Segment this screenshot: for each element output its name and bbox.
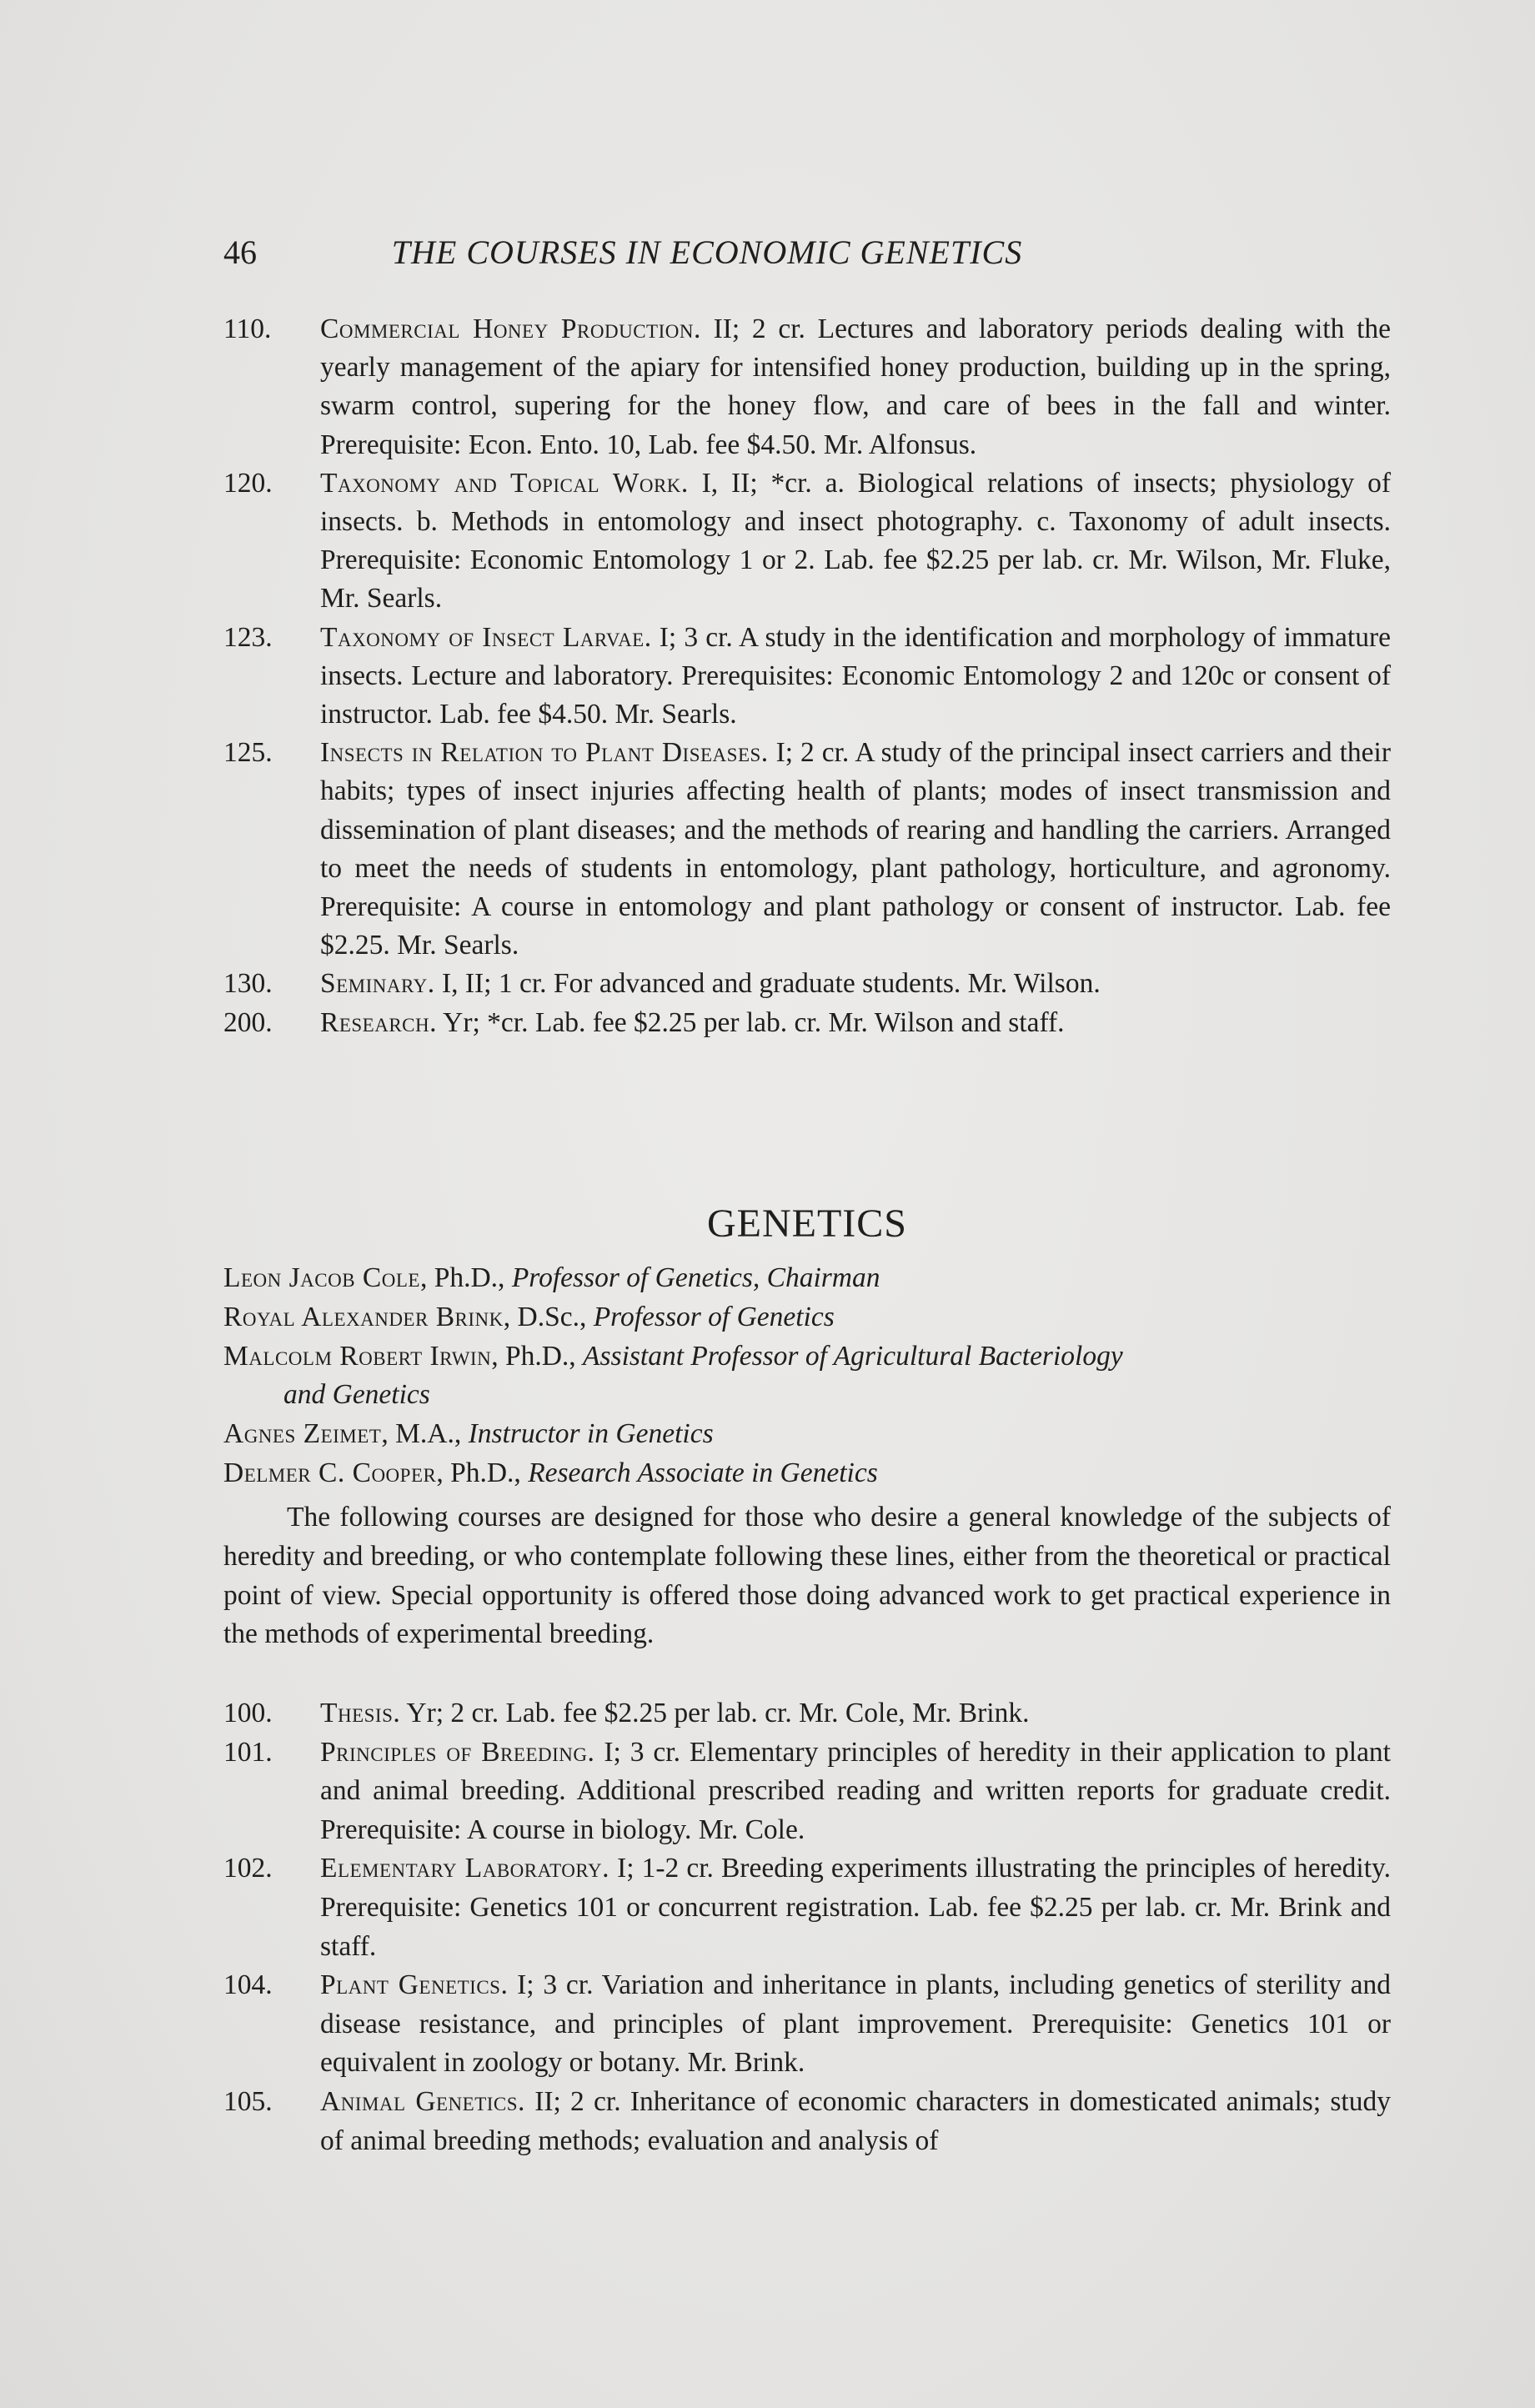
course-description: I; 1-2 cr. Breeding experiments illustrating the principles of heredity. Prerequisite: Genetics 101 or concurrent registration. Lab. fee $2.25 per lab. cr. Mr. Brink and staff. (320, 1853, 1391, 1962)
course-number: 125. (223, 737, 273, 769)
course-description: I, II; *cr. a. Biological relations of insects; physiology of insects. b. Methods in entomology and insect photography. c. Taxonomy of adult insects. Prerequisite: Economic Entomology 1 or 2. Lab. fee $2.25 per lab. cr. Mr. Wilson, Mr. Fluke, Mr. Searls. (320, 467, 1391, 615)
faculty-member (223, 1337, 1391, 1416)
faculty-name: Royal Alexander Brink (223, 1301, 504, 1332)
faculty-degree: , Ph.D., (419, 1262, 512, 1293)
course-description: Yr; 2 cr. Lab. fee $2.25 per lab. cr. Mr. Cole, Mr. Brink. (406, 1698, 1030, 1728)
faculty-title: Instructor in Genetics (468, 1418, 714, 1450)
page-header (223, 232, 1191, 273)
faculty-degree: , D.Sc., (503, 1301, 594, 1332)
faculty-member (223, 1415, 1391, 1454)
course-entry (223, 1004, 1391, 1042)
course-entry (223, 464, 1391, 619)
faculty-title: Professor of Genetics (593, 1301, 835, 1332)
course-description: II; 2 cr. Lectures and laboratory periods dealing with the yearly management of the apiary for intensified honey production, building up in the spring, swarm control, supering for the honey flow, and care of bees in the fall and winter. Prerequisite: Econ. Ento. 10, Lab. fee $4.50. Mr. Alfonsus. (320, 314, 1392, 460)
faculty-title: Research Associate in Genetics (528, 1457, 878, 1488)
course-title: Animal Genetics. (320, 2085, 525, 2117)
course-entry (223, 965, 1391, 1003)
faculty-degree: , M.A., (381, 1418, 469, 1450)
entomology-course-list (223, 310, 1391, 1042)
faculty-name: Agnes Zeimet (223, 1418, 382, 1450)
course-title: Research. (320, 1006, 438, 1038)
course-title: Principles of Breeding. (320, 1736, 595, 1768)
course-description: I, II; 1 cr. For advanced and graduate students. Mr. Wilson. (441, 968, 1101, 1000)
course-number: 102. (223, 1853, 273, 1884)
faculty-name: Delmer C. Cooper (223, 1457, 437, 1488)
page-number: 46 (223, 233, 257, 271)
course-title: Elementary Laboratory. (320, 1853, 609, 1884)
course-entry (223, 310, 1391, 464)
faculty-list (223, 1259, 1391, 1493)
running-head: THE COURSES IN ECONOMIC GENETICS (391, 233, 1023, 271)
course-entry (223, 1694, 1391, 1733)
course-entry (223, 2083, 1391, 2160)
course-number: 105. (223, 2085, 273, 2117)
course-entry (223, 1733, 1391, 1850)
course-number: 101. (223, 1736, 273, 1768)
course-entry (223, 1966, 1391, 2083)
genetics-course-list (223, 1694, 1391, 2160)
section-heading-genetics: GENETICS (707, 1201, 907, 1246)
course-number: 130. (223, 968, 273, 1000)
faculty-member (223, 1298, 1391, 1337)
course-number: 200. (223, 1006, 273, 1038)
faculty-title: Assistant Professor of Agricultural Bacteriology (583, 1340, 1123, 1372)
course-entry (223, 734, 1391, 965)
course-number: 104. (223, 1969, 273, 2001)
course-title: Seminary. (320, 968, 435, 1000)
course-entry (223, 619, 1391, 735)
genetics-intro-paragraph: The following courses are designed for those who desire a general knowledge of the subjects of heredity and breeding, or who contemplate following these lines, either from the theoretical or practical point of view. Special opportunity is offered those doing advanced work to get practical experience in the methods of experimental breeding. (223, 1502, 1391, 1650)
course-title: Taxonomy and Topical Work. (320, 467, 689, 499)
course-description: I; 3 cr. Elementary principles of heredity in their application to plant and animal breeding. Additional prescribed reading and written reports for graduate credit. Prerequisite: A course in biology. Mr. Cole. (320, 1736, 1391, 1845)
course-number: 110. (223, 314, 272, 344)
course-title: Thesis. (320, 1698, 401, 1728)
course-description: II; 2 cr. Inheritance of economic characters in domesticated animals; study of animal breeding methods; evaluation and analysis of (320, 2085, 1391, 2156)
course-number: 100. (223, 1698, 273, 1728)
faculty-name: Leon Jacob Cole (223, 1262, 420, 1293)
faculty-title: Professor of Genetics, Chairman (511, 1262, 880, 1293)
course-description: I; 3 cr. Variation and inheritance in plants, including genetics of sterility and disease resistance, and principles of plant improvement. Prerequisite: Genetics 101 or equivalent in zoology or botany. Mr. Brink. (320, 1969, 1391, 2079)
course-number: 123. (223, 621, 273, 653)
course-description: I; 2 cr. A study of the principal insect carriers and their habits; types of insect injuries affecting health of plants; modes of insect transmission and dissemination of plant diseases; and the methods of rearing and handling the carriers. Arranged to meet the needs of students in entomology, plant pathology, horticulture, and agronomy. Prerequisite: A course in entomology and plant pathology or consent of instructor. Lab. fee $2.25. Mr. Searls. (320, 737, 1391, 961)
course-title: Plant Genetics. (320, 1969, 509, 2001)
faculty-degree: , Ph.D., (436, 1457, 529, 1488)
faculty-name: Malcolm Robert Irwin (223, 1340, 492, 1372)
faculty-title-continued: and Genetics (283, 1379, 430, 1411)
course-title: Insects in Relation to Plant Diseases. (320, 737, 769, 769)
course-title: Commercial Honey Production. (320, 314, 701, 344)
faculty-degree: , Ph.D., (491, 1340, 584, 1372)
faculty-member (223, 1259, 1391, 1298)
faculty-member (223, 1454, 1391, 1493)
course-description: I; 3 cr. A study in the identification and morphology of immature insects. Lecture and laboratory. Prerequisites: Economic Entomology 2 and 120c or consent of instructor. Lab. fee $4.50. Mr. Searls. (320, 621, 1391, 730)
course-title: Taxonomy of Insect Larvae. (320, 621, 652, 653)
course-description: Yr; *cr. Lab. fee $2.25 per lab. cr. Mr. Wilson and staff. (443, 1006, 1065, 1038)
course-number: 120. (223, 467, 273, 499)
course-entry (223, 1849, 1391, 1966)
